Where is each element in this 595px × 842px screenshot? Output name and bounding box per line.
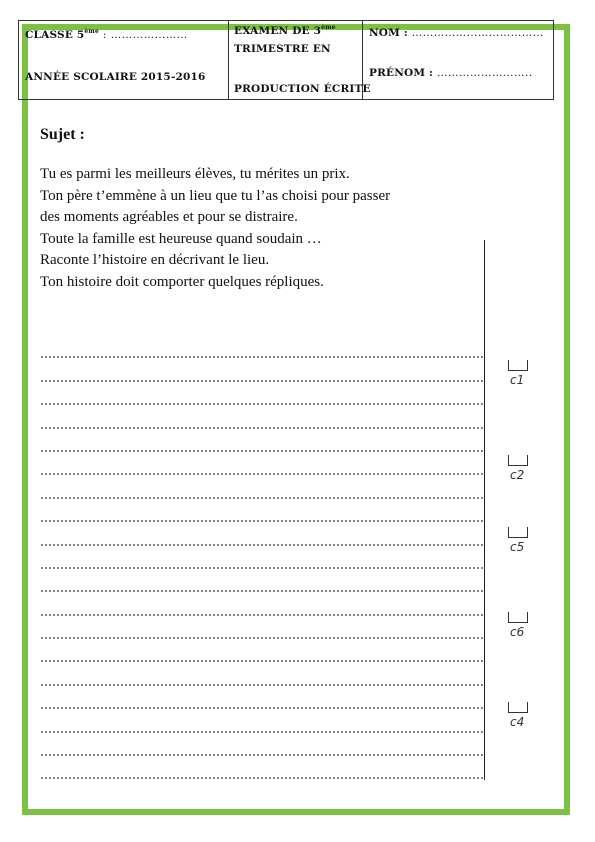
answer-line[interactable] [40, 621, 485, 644]
nom-label: NOM : [369, 27, 412, 39]
answer-line[interactable] [40, 340, 485, 363]
answer-line[interactable] [40, 644, 485, 667]
answer-line[interactable] [40, 714, 485, 737]
classe-label: CLASSE 5 [25, 29, 85, 41]
header-table [18, 20, 554, 100]
criterion-mark [508, 702, 542, 742]
criterion-code: c5 [510, 540, 525, 554]
answer-line[interactable] [40, 738, 485, 761]
classe-sup: ème [84, 28, 99, 35]
criterion-code: c1 [510, 373, 525, 387]
criterion-mark [508, 527, 542, 567]
grading-margin [508, 0, 548, 800]
prompt-line: des moments agréables et pour se distraire. [40, 209, 298, 225]
prompt-line: Ton histoire doit comporter quelques répliques. [40, 273, 324, 290]
answer-line[interactable] [40, 410, 485, 433]
score-box [508, 702, 528, 713]
criterion-code: c6 [510, 625, 525, 639]
nom-field[interactable]: ……………………………… [411, 27, 544, 39]
exam-title-line3: PRODUCTION ÉCRITE [234, 83, 371, 95]
criterion-mark [508, 360, 542, 400]
exam-title-line1: EXAMEN DE 3 [234, 25, 322, 37]
answer-line[interactable] [40, 457, 485, 480]
subject-title: Sujet : [40, 126, 85, 143]
answer-line[interactable] [40, 761, 485, 784]
answer-line[interactable] [40, 551, 485, 574]
school-year: ANNÉE SCOLAIRE 2015-2016 [25, 71, 206, 83]
criterion-code: c2 [510, 468, 525, 482]
answer-line[interactable] [40, 434, 485, 457]
header-class-cell [19, 21, 229, 99]
answer-line[interactable] [40, 691, 485, 714]
criterion-code: c4 [510, 715, 525, 729]
answer-line[interactable] [40, 527, 485, 550]
answer-line[interactable] [40, 574, 485, 597]
answer-area[interactable] [40, 340, 485, 784]
criterion-mark [508, 612, 542, 652]
prompt-line: Ton père t’emmène à un lieu que tu l’as choisi pour passer [40, 187, 391, 204]
exam-sup: ème [321, 24, 336, 31]
answer-line[interactable] [40, 597, 485, 620]
subject-prompt [40, 164, 510, 293]
header-exam-cell [229, 21, 371, 99]
score-box [508, 360, 528, 371]
prompt-line: Raconte l’histoire en décrivant le lieu. [40, 252, 270, 268]
prompt-line: Toute la famille est heureuse quand soudain … [40, 230, 322, 247]
prenom-field[interactable]: …………………….. [436, 67, 533, 79]
classe-field[interactable]: : ………………… [98, 29, 188, 41]
answer-line[interactable] [40, 363, 485, 386]
answer-line[interactable] [40, 387, 485, 410]
exam-title-line2: TRIMESTRE EN [234, 43, 331, 55]
prenom-label: PRÉNOM : [369, 67, 437, 79]
answer-line[interactable] [40, 667, 485, 690]
score-box [508, 455, 528, 466]
prompt-line: Tu es parmi les meilleurs élèves, tu mérites un prix. [40, 166, 350, 182]
answer-line[interactable] [40, 480, 485, 503]
criterion-mark [508, 455, 542, 495]
answer-line[interactable] [40, 504, 485, 527]
score-box [508, 612, 528, 623]
score-box [508, 527, 528, 538]
